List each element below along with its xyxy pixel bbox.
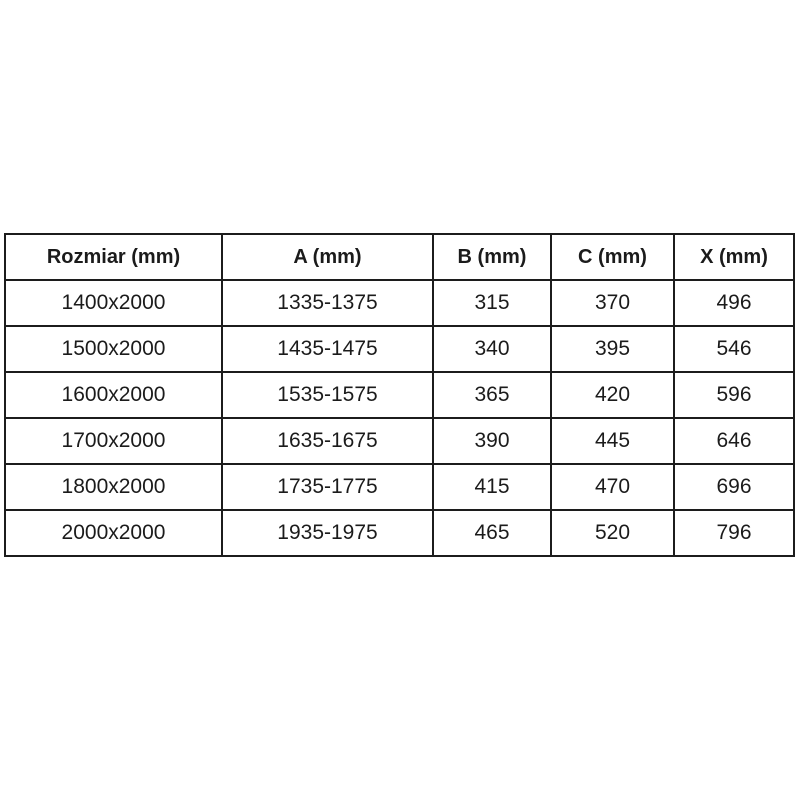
- table-cell: 1935-1975: [222, 510, 433, 556]
- table-cell: 415: [433, 464, 551, 510]
- table-body: [5, 280, 794, 556]
- table-row: [5, 418, 794, 464]
- table-cell: 696: [674, 464, 794, 510]
- column-header: Rozmiar (mm): [5, 234, 222, 280]
- table-cell: 370: [551, 280, 674, 326]
- column-header: B (mm): [433, 234, 551, 280]
- table-cell: 1400x2000: [5, 280, 222, 326]
- table-cell: 520: [551, 510, 674, 556]
- table-cell: 390: [433, 418, 551, 464]
- column-header: C (mm): [551, 234, 674, 280]
- table-header: [5, 234, 794, 280]
- table-cell: 1800x2000: [5, 464, 222, 510]
- table-cell: 496: [674, 280, 794, 326]
- table-cell: 395: [551, 326, 674, 372]
- table-cell: 1735-1775: [222, 464, 433, 510]
- table-cell: 420: [551, 372, 674, 418]
- table-row: [5, 372, 794, 418]
- table-cell: 315: [433, 280, 551, 326]
- table-cell: 546: [674, 326, 794, 372]
- table-cell: 1535-1575: [222, 372, 433, 418]
- table-cell: 1500x2000: [5, 326, 222, 372]
- table-cell: 365: [433, 372, 551, 418]
- table-cell: 2000x2000: [5, 510, 222, 556]
- table-cell: 340: [433, 326, 551, 372]
- table-cell: 796: [674, 510, 794, 556]
- dimensions-table: [4, 233, 795, 557]
- table-cell: 470: [551, 464, 674, 510]
- table-cell: 445: [551, 418, 674, 464]
- table-row: [5, 510, 794, 556]
- table-cell: 1635-1675: [222, 418, 433, 464]
- column-header: X (mm): [674, 234, 794, 280]
- table-cell: 646: [674, 418, 794, 464]
- table-row: [5, 326, 794, 372]
- table-row: [5, 464, 794, 510]
- table-cell: 1700x2000: [5, 418, 222, 464]
- table-cell: 1435-1475: [222, 326, 433, 372]
- table-cell: 1335-1375: [222, 280, 433, 326]
- table-cell: 596: [674, 372, 794, 418]
- table-cell: 1600x2000: [5, 372, 222, 418]
- column-header: A (mm): [222, 234, 433, 280]
- table-cell: 465: [433, 510, 551, 556]
- table-row: [5, 280, 794, 326]
- table-header-row: [5, 234, 794, 280]
